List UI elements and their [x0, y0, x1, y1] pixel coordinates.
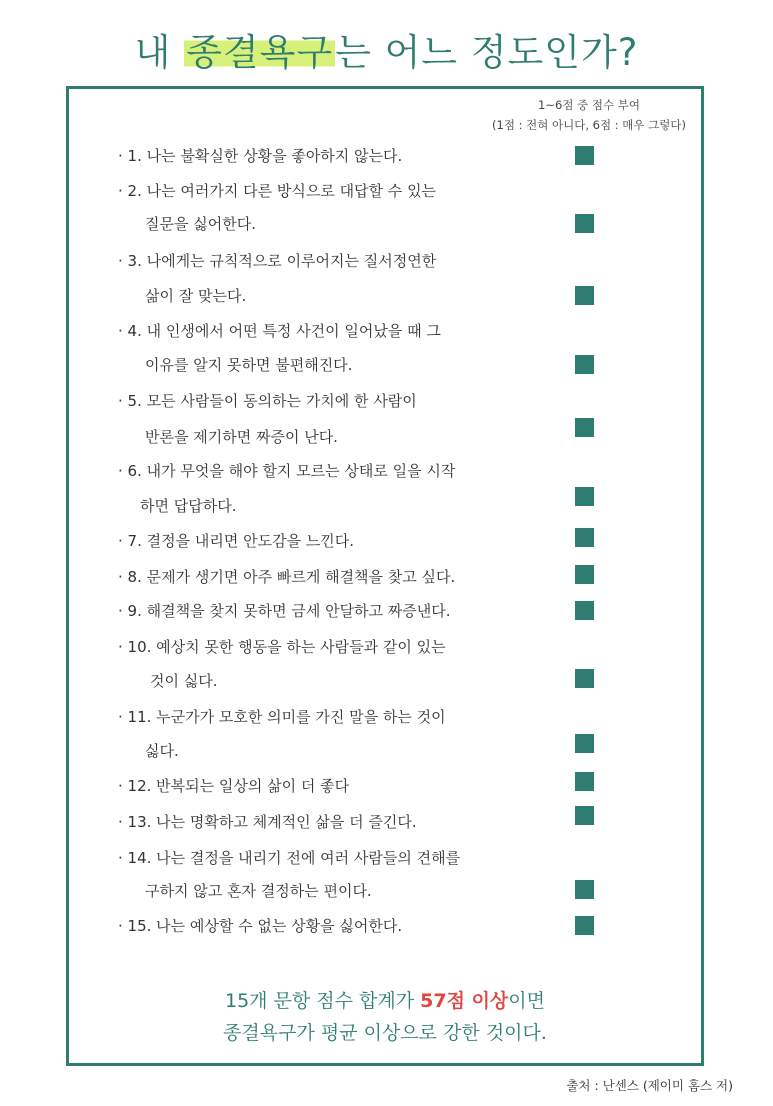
summary-emphasis: 57점 이상: [420, 990, 509, 1012]
question-14-text-cont: 구하지 않고 혼자 결정하는 편이다.: [145, 882, 372, 900]
question-13-score-box[interactable]: [575, 806, 594, 825]
question-11-text-cont: 싫다.: [145, 742, 179, 760]
question-4-text: · 4. 내 인생에서 어떤 특정 사건이 일어났을 때 그: [118, 322, 441, 340]
question-15-text: · 15. 나는 예상할 수 없는 상황을 싫어한다.: [118, 917, 403, 935]
question-6-text: · 6. 내가 무엇을 해야 할지 모르는 상태로 일을 시작: [118, 462, 456, 480]
title-highlight: 종결욕구: [186, 31, 334, 74]
title-post: 는 어느 정도인가?: [335, 31, 639, 74]
question-5-text-cont: 반론을 제기하면 짜증이 난다.: [145, 428, 338, 446]
question-9-score-box[interactable]: [575, 601, 594, 620]
question-10-score-box[interactable]: [575, 669, 594, 688]
question-2-text: · 2. 나는 여러가지 다른 방식으로 대답할 수 있는: [118, 182, 437, 200]
question-5-text: · 5. 모든 사람들이 동의하는 가치에 한 사람이: [118, 392, 417, 410]
score-hint-line2: (1점 : 전혀 아니다, 6점 : 매우 그렇다): [492, 118, 686, 132]
question-6-score-box[interactable]: [575, 487, 594, 506]
summary-line-2: 종결욕구가 평균 이상으로 강한 것이다.: [223, 1022, 547, 1044]
question-3-text-cont: 삶이 잘 맞는다.: [145, 287, 247, 305]
question-9-text: · 9. 해결책을 찾지 못하면 금세 안달하고 짜증낸다.: [118, 602, 451, 620]
question-11-text: · 11. 누군가가 모호한 의미를 가진 말을 하는 것이: [118, 708, 446, 726]
question-8-text: · 8. 문제가 생기면 아주 빠르게 해결책을 찾고 싶다.: [118, 568, 456, 586]
question-7-score-box[interactable]: [575, 528, 594, 547]
question-1-score-box[interactable]: [575, 146, 594, 165]
source-credit: 출처 : 난센스 (제이미 홈스 저): [566, 1078, 733, 1093]
page-title: [0, 22, 773, 76]
question-6-text-cont: 하면 답답하다.: [140, 497, 237, 515]
score-hint-line1: 1~6점 중 점수 부여: [538, 98, 640, 112]
question-12-text: · 12. 반복되는 일상의 삶이 더 좋다: [118, 777, 350, 795]
summary-line-1: [66, 986, 704, 1013]
question-5-score-box[interactable]: [575, 418, 594, 437]
question-2-text-cont: 질문을 싫어한다.: [145, 215, 256, 233]
question-2-score-box[interactable]: [575, 214, 594, 233]
question-11-score-box[interactable]: [575, 734, 594, 753]
question-14-score-box[interactable]: [575, 880, 594, 899]
question-10-text: · 10. 예상치 못한 행동을 하는 사람들과 같이 있는: [118, 638, 446, 656]
question-4-text-cont: 이유를 알지 못하면 불편해진다.: [145, 356, 353, 374]
question-10-text-cont: 것이 싫다.: [150, 672, 218, 690]
title-pre: 내: [134, 31, 185, 74]
question-15-score-box[interactable]: [575, 916, 594, 935]
question-3-score-box[interactable]: [575, 286, 594, 305]
question-14-text: · 14. 나는 결정을 내리기 전에 여러 사람들의 견해를: [118, 849, 461, 867]
question-8-score-box[interactable]: [575, 565, 594, 584]
question-7-text: · 7. 결정을 내리면 안도감을 느낀다.: [118, 532, 355, 550]
question-13-text: · 13. 나는 명확하고 체계적인 삶을 더 즐긴다.: [118, 813, 417, 831]
question-3-text: · 3. 나에게는 규칙적으로 이루어지는 질서정연한: [118, 252, 437, 270]
summary-post: 이면: [508, 990, 545, 1012]
question-1-text: · 1. 나는 불확실한 상황을 좋아하지 않는다.: [118, 147, 403, 165]
summary-pre: 15개 문항 점수 합계가: [224, 990, 421, 1012]
question-12-score-box[interactable]: [575, 772, 594, 791]
question-4-score-box[interactable]: [575, 355, 594, 374]
